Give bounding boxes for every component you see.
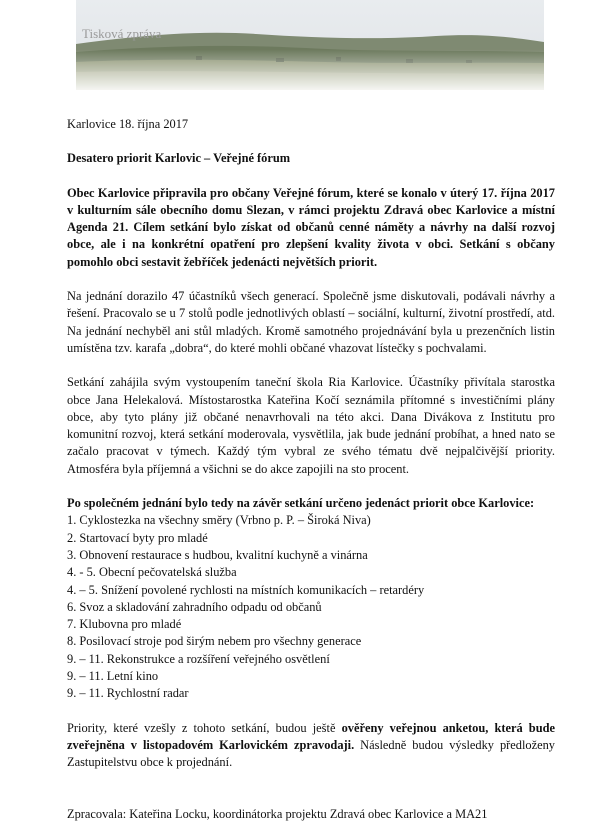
priorities-heading: Po společném jednání bylo tedy na závěr setkání určeno jedenáct priorit obce Karlovice: — [67, 496, 535, 511]
list-item: 9. – 11. Letní kino — [67, 669, 159, 684]
list-item: 6. Svoz a skladování zahradního odpadu od občanů — [67, 599, 322, 614]
dateline: Karlovice 18. října 2017 — [67, 117, 189, 131]
closing-paragraph — [67, 720, 555, 772]
paragraph-program: Setkání zahájila svým vystoupením taneční škola Ria Karlovice. Účastníky přivítala starostka obce Jana Helekalová. Místostarostka Kateřina Kočí seznámila přítomné s investičními plány obce, aby tyto plány již občané nenavrhovali na této akci. Dana Divákova z Institutu pro komunitní rozvoj, která setkání moderovala, vysvětlila, jak bude jednání probíhat, a hned nato se začalo pracovat v týmech. Každý tým vybral ze svého tématu dvě nejpalčivější priority. Atmosféra byla příjemná a všichni se do akce zapojili na sto procent. — [67, 375, 555, 476]
list-item: 9. – 11. Rekonstrukce a rozšíření veřejného osvětlení — [67, 651, 330, 666]
press-release-body — [67, 116, 555, 823]
list-item: 4. - 5. Obecní pečovatelská služba — [67, 565, 237, 580]
landscape-photo — [76, 0, 544, 90]
closing-text-start: Priority, které vzešly z tohoto setkání, budou ještě — [67, 720, 342, 735]
priorities-list — [67, 512, 555, 702]
banner-label: Tisková zpráva — [82, 26, 162, 41]
list-item: 1. Cyklostezka na všechny směry (Vrbno p. P. – Široká Niva) — [67, 513, 371, 528]
closing-text-emphasis: ověřeny veřejnou anketou, která bude zveřejněna v listopadovém Karlovickém zpravodaji. — [67, 720, 555, 752]
signature: Zpracovala: Kateřina Locku, koordinátorka projektu Zdravá obec Karlovice a MA21 — [67, 806, 488, 821]
list-item: 9. – 11. Rychlostní radar — [67, 686, 189, 701]
list-item: 8. Posilovací stroje pod širým nebem pro všechny generace — [67, 634, 362, 649]
document-title: Desatero priorit Karlovic – Veřejné fórum — [67, 151, 291, 166]
header-banner-image — [76, 0, 544, 90]
closing-text-end: Následně budou výsledky předloženy Zastupitelstvu obce k projednání. — [67, 737, 555, 770]
paragraph-attendance: Na jednání dorazilo 47 účastníků všech generací. Společně jsme diskutovali, podávali návrhy a řešení. Pracovalo se u 7 stolů podle jednotlivých oblastí – sociální, kulturní, životní prostředí, atd. Na jednání nechyběl ani stůl mladých. Kromě samotného projednávání byla u prezenčních listin umístěna tzv. karafa „dobra“, do které mohli občané vhazovat lístečky s pochvalami. — [67, 289, 555, 355]
lead-paragraph: Obec Karlovice připravila pro občany Veřejné fórum, které se konalo v úterý 17. října 2017 v kulturním sále obecního domu Slezan, v rámci projektu Zdravá obec Karlovice a místní Agenda 21. Cílem setkání bylo získat od občanů cenné náměty a návrhy na další rozvoj obce, ale i na konkrétní opatření pro zlepšení kvality života v obci. Setkání s občany pomohlo obci sestavit žebříček jedenácti největších priorit. — [67, 185, 555, 269]
list-item: 2. Startovací byty pro mladé — [67, 530, 208, 545]
list-item: 3. Obnovení restaurace s hudbou, kvalitní kuchyně a vinárna — [67, 547, 368, 562]
list-item: 7. Klubovna pro mladé — [67, 617, 182, 632]
list-item: 4. – 5. Snížení povolené rychlosti na místních komunikacích – retardéry — [67, 582, 425, 597]
